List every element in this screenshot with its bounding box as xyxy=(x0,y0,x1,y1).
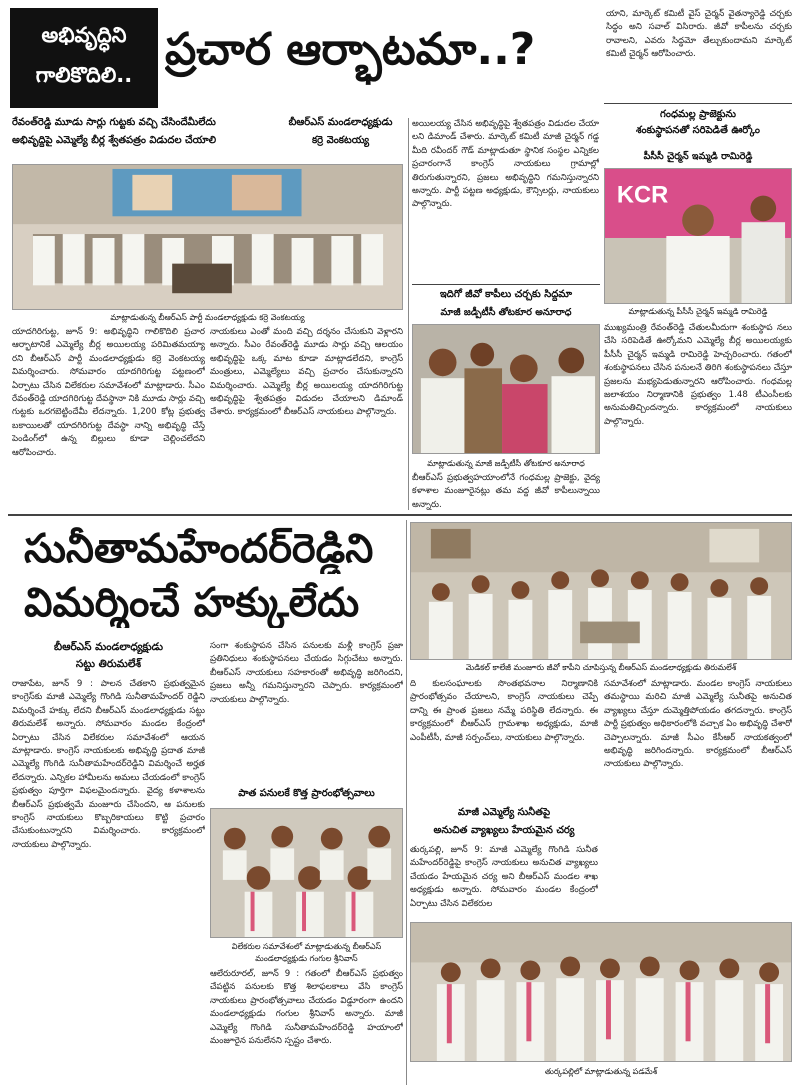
svg-text:KCR: KCR xyxy=(616,182,669,209)
middle-col1: రాజాపేట, జూన్‌ 9 : పాలన చేతకాని ప్రభుత్వమైన కాంగ్రెస్‌కు మాజీ ఎమ్మెల్యే గొంగిడి సునీతామహేందర్‌ రెడ్డిని విమర్శించే హక్కు లేదని బీఆర్‌ఎస్‌ మండలాధ్యక్షుడు సట్టు తిరుమలేశ్‌ అన్నారు. సోమవారం మండల కేంద్రంలో ఏర్పాటు చేసిన విలేకరుల సమావేశంలో ఆయన మాట్లాడారు. కాంగ్రెస్‌ నాయకులకు అభివృద్ధి ప్రదాత మాజీ ఎమ్మెల్యే గొంగిడి సునీతామహేందర్‌రెడ్డిని విమర్శించే అర్హత లేదన్నారు. ఎన్నికల హామీలను అమలు చేయడంలో కాంగ్రెస్‌ ప్రభుత్వం పూర్తిగా విఫలమైందన్నారు. వైద్య కళాశాలను బీఆర్‌ఎస్‌ ప్రభుత్వమే మంజూరు చేసిందని, ఆ పనులకు కాంగ్రెస్‌ నాయకులు కొబ్బరికాయలు కొట్టి ప్రచారం చేసుకుంటున్నారని విమర్శించారు. కార్యక్రమంలో నాయకులు పాల్గొన్నారు. xyxy=(12,679,205,850)
middle-col4: సమావేశంలో మాట్లాడారు. మండల కాంగ్రెస్‌ నాయకులు తమస్థాయి మరిచి మాజీ ఎమ్మెల్యే సునీతపై అనుచిత వ్యాఖ్యలు చేస్తూ దుమ్మెత్తిపోయడం తగదన్నారు. కాంగ్రెస్‌ పార్టీ ప్రభుత్వం అధికారంలోకి వచ్చాక ఏం అభివృద్ధి చేశారో చెప్పాలన్నారు. మాజీ సీఎం కేసీఆర్‌ నాయకత్వంలో అభివృద్ధి జరిగిందన్నారు. కార్యక్రమంలో బీఆర్‌ఎస్‌ నాయకులు పాల్గొన్నారు. xyxy=(604,679,792,770)
kicker-line-1: అభివృద్ధిని xyxy=(41,23,127,47)
middle-column-divider xyxy=(406,520,407,1085)
clip2-heading-2: మాజీ జడ్పీటీసీ తోటకూర అనూరాధ xyxy=(440,307,572,318)
clip1-heading-1: గంధమల్ల ప్రాజెక్టును xyxy=(660,109,736,120)
column-divider xyxy=(408,118,409,510)
photo-left-caption-2: మండలాధ్యక్షుడు గంగుల శ్రీనివాస్‌ xyxy=(255,954,358,963)
photo-bottom-caption: తుర్కపల్లిలో మాట్లాడుతున్న పడమేశ్‌ xyxy=(544,1067,658,1076)
article1-col3: అయిలయ్య చేసిన అభివృద్ధిపై శ్వేతపత్రం విడుదల చేయా లని డిమాండ్‌ చేశారు. మార్కెట్‌ కమిటీ మాజీ చైర్మన్‌ గడ్డ మీది రవీందర్‌ గౌడ్‌ మాట్లాడుతూ స్థానిక సంస్థల ఎన్నికల ప్రచారంగానే కాంగ్రెస్‌ నాయకులు గ్రామాల్లో తిరుగుతున్నారని, ప్రజలు అభివృద్ధిని గమనిస్తున్నారని అన్నారు. పార్టీ పట్టణ అధ్యక్షుడు, కౌన్సిలర్లు, నాయకులు పాల్గొన్నారు. xyxy=(412,119,599,210)
middle-headline-line-1: సునీతామహేందర్‌రెడ్డిని xyxy=(24,526,374,572)
photo-meeting-brs xyxy=(12,164,403,310)
middle-deck-2: సట్టు తిరుమలేశ్‌ xyxy=(75,658,142,670)
photo-pcc-chairman xyxy=(604,168,792,304)
clip2-caption: మాట్లాడుతున్న మాజీ జడ్పీటీసీ తోటకూర అనూరాధ xyxy=(427,459,585,468)
clip2-rule xyxy=(412,284,600,285)
middle-col3: ది కులసంఘాలకు సొంతభవనాల నిర్మాణానికి ప్రారంభోత్సవం చేయాలని, కాంగ్రెస్‌ నాయకులు చెప్పే దాన్ని ఈ ప్రాంత ప్రజలు నమ్మే పరిస్థితి లేదన్నారు. ఈ కార్యక్రమంలో బీఆర్‌ఎస్‌ గ్రామశాఖ అధ్యక్షుడు, మాజీ ఎంపీటీసీ, మాజీ సర్పంచ్‌లు, నాయకులు పాల్గొన్నారు. xyxy=(410,679,598,743)
middle-subhead-1: పాత పనులకే కొత్త ప్రారంభోత్సవాలు xyxy=(238,788,375,799)
deck-right-2: కర్రె వెంకటయ్య xyxy=(311,135,370,146)
deck-right-1: బీఆర్‌ఎస్‌ మండలాధ్యక్షుడు xyxy=(288,117,393,128)
deck-left-2: అభివృద్ధిపై ఎమ్మెల్యే బీర్ల శ్వేతపత్రం విడుదల చేయాలి xyxy=(12,135,217,146)
middle-col2-lower: ఆలేరురూరల్‌, జూన్‌ 9 : గతంలో బీఆర్‌ఎస్‌ ప్రభుత్వం చేపట్టిన పనులకు కొత్త శిలాఫలకాలు వేసి కాంగ్రెస్‌ నాయకులు ప్రారంభోత్సవాలు చేయడం విడ్డూరంగా ఉందని మండలాధ్యక్షుడు గంగుల శ్రీనివాస్‌ అన్నారు. మాజీ ఎమ్మెల్యే గొంగిడి సునీతామహేందర్‌రెడ్డి హయాంలో మంజూరైన పనులేనని స్పష్టం చేశారు. xyxy=(210,969,403,1047)
section-divider xyxy=(8,514,792,516)
clip2-text: బీఆర్‌ఎస్‌ ప్రభుత్వహయాంలోనే గంధమల్ల ప్రాజెక్టు, వైద్య కళాశాల మంజూరైనట్లు తమ వద్ద జీవో కాపీలున్నాయి అన్నారు. xyxy=(412,473,600,510)
photo-medical-college-go xyxy=(410,522,792,660)
clip1-rule xyxy=(604,103,792,104)
photo1-caption: మాట్లాడుతున్న బీఆర్‌ఎస్‌ పార్టీ మండలాధ్యక్షుడు కర్రె వెంకటయ్య xyxy=(110,313,305,322)
photo-left-caption-1: విలేకరుల సమావేశంలో మాట్లాడుతున్న బీఆర్‌ఎస్‌ xyxy=(231,942,382,951)
middle-deck-1: బీఆర్‌ఎస్‌ మండలాధ్యక్షుడు xyxy=(53,641,164,653)
kicker-box xyxy=(10,8,158,108)
clip1-heading-2: శంకుస్థాపనతో సరిపెడితే ఊర్కోం xyxy=(636,125,760,136)
clip1-heading-3: పీసీసీ చైర్మన్‌ ఇమ్మడి రామిరెడ్డి xyxy=(643,151,753,162)
photo-right-caption: మెడికల్‌ కాలేజీ మంజూరు జీవో కాపీని చూపిస్తున్న బీఆర్‌ఎస్‌ మండలాధ్యక్షుడు తిరుమలేశ్‌ xyxy=(465,663,737,672)
main-headline: ప్రచార ఆర్భాటమా..? xyxy=(165,24,536,75)
article1-col4: యాని, మార్కెట్‌ కమిటీ వైస్‌ చైర్మన్‌ వైతన్యారెడ్డి చర్చకు సిద్ధం అని సవాల్‌ విసిరారు. జీవో కాపీలను చర్చకు రావాలని, ఎవరు సిద్ధమో తేల్చుకుందామని మార్కెట్‌ కమిటీ చైర్మన్‌ ఆరోపించారు. xyxy=(606,9,792,60)
photo-zptc-member xyxy=(412,324,600,454)
deck-left-1: రేవంత్‌రెడ్డి మూడు సార్లు గుట్టకు వచ్చి చేసిందేమీలేదు xyxy=(12,117,216,128)
clip1-text: ముఖ్యమంత్రి రేవంత్‌రెడ్డి చేతులమీదుగా శంకుస్థాప నలు చేసి సరిపెడితే ఊర్కోమని ఎమ్మెల్యే బీర్ల అయిలయ్యకు పీసీసీ చైర్మన్‌ ఇమ్మడి రామిరెడ్డి హెచ్చరించారు. గతంలో శంకుస్థాపనలు చేసిన పనులనే తిరిగి శంకుస్థాపనలు చేస్తూ ప్రజలను మభ్యపెడుతున్నారని ఆరోపించారు. గంధమల్ల జలాశయం నిర్మాణానికి ప్రభుత్వం 1.48 టీఎంసీలకు అనుమతిచ్చిందన్నారు. కార్యక్రమంలో నాయకులు పాల్గొన్నారు. xyxy=(604,323,792,427)
middle-col3-lower: తుర్కపల్లి, జూన్‌ 9: మాజీ ఎమ్మెల్యే గొంగిడి సునీత మహేందర్‌రెడ్డిపై కాంగ్రెస్‌ నాయకులు అనుచిత వ్యాఖ్యలు చేయడం హేయమైన చర్య అని బీఆర్‌ఎస్‌ మండల శాఖ అధ్యక్షుడు అన్నారు. సోమవారం మండల కేంద్రంలో ఏర్పాటు చేసిన విలేకరుల xyxy=(410,845,598,909)
photo-turkapally-meeting xyxy=(410,922,792,1062)
middle-subhead-2-line-1: మాజీ ఎమ్మెల్యే సునీతపై xyxy=(457,807,551,818)
clip1-caption: మాట్లాడుతున్న పీసీసీ చైర్మన్‌ ఇమ్మడి రామిరెడ్డి xyxy=(628,307,768,316)
article1-col1: యాదగిరిగుట్ట, జూన్‌ 9: అభివృద్ధిని గాలికొదిలి ప్రచార ఆర్భాటానికే ఎమ్మెల్యే బీర్ల అయిలయ్య పరిమితమయ్యా రని బీఆర్‌ఎస్‌ పార్టీ మండలాధ్యక్షుడు కర్రె వెంకటయ్య విమర్శించారు. సోమవారం యాదగిరిగుట్ట పట్టణంలో ఏర్పాటు చేసిన విలేకరుల సమావేశంలో మాట్లాడారు. సీఎం రేవంత్‌రెడ్డి యాదగిరిగుట్ట దేవస్థానా నికి మూడు సార్లు వచ్చి గుట్టకు ఒరగబెట్టిందేమీ లేదన్నారు. 1,200 కోట్ల ప్రభుత్వ బకాయిలతో యాదగిరిగుట్ట దేవస్థా నాన్ని అభివృద్ధి చేస్తే పెండింగ్‌లో ఉన్న బిల్లులు కూడా చెల్లించలేదని ఆరోపించారు. xyxy=(12,327,205,458)
photo-mandal-president xyxy=(210,808,403,938)
clip2-heading-1: ఇదిగో జీవో కాపీలు చర్చకు సిద్ధమా xyxy=(439,289,573,300)
middle-headline-line-2: విమర్శించే హక్కులేదు xyxy=(24,580,360,626)
article1-col2: నాయకులు ఎంతో మంది వచ్చి దర్శనం చేసుకుని వెళ్లారని అన్నారు. సీఎం రేవంత్‌రెడ్డి మూడు సార్లు వచ్చి ఆలయం అభివృద్ధిపై ఒక్క మాట కూడా మాట్లాడలేదని, కాంగ్రెస్‌ మంత్రులు, ఎమ్మెల్యేలు వచ్చి ప్రచారం చేసుకున్నారని విమర్శించారు. ఎమ్మెల్యే బీర్ల అయిలయ్య యాదగిరిగుట్ట అభివృద్ధిపై శ్వేతపత్రం విడుదల చేయాలని డిమాండ్‌ చేశారు. కార్యక్రమంలో బీఆర్‌ఎస్‌ నాయకులు పాల్గొన్నారు. xyxy=(210,327,403,418)
middle-subhead-2-line-2: అనుచిత వ్యాఖ్యలు హేయమైన చర్య xyxy=(433,825,575,836)
middle-col2: సంగా శంకుస్థాపన చేసిన పనులకు మళ్లీ కాంగ్రెస్‌ ప్రజా ప్రతినిధులు శంకుస్థాపనలు చేయడం సిగ్గుచేటు అన్నారు. బీఆర్‌ఎస్‌ నాయకులు సహకారంతో అభివృద్ధి జరిగిందని, ప్రజలు అన్నీ గమనిస్తున్నారని చెప్పారు. కార్యక్రమంలో నాయకులు పాల్గొన్నారు. xyxy=(210,641,403,705)
kicker-line-2: గాలికొదిలి.. xyxy=(35,63,133,87)
